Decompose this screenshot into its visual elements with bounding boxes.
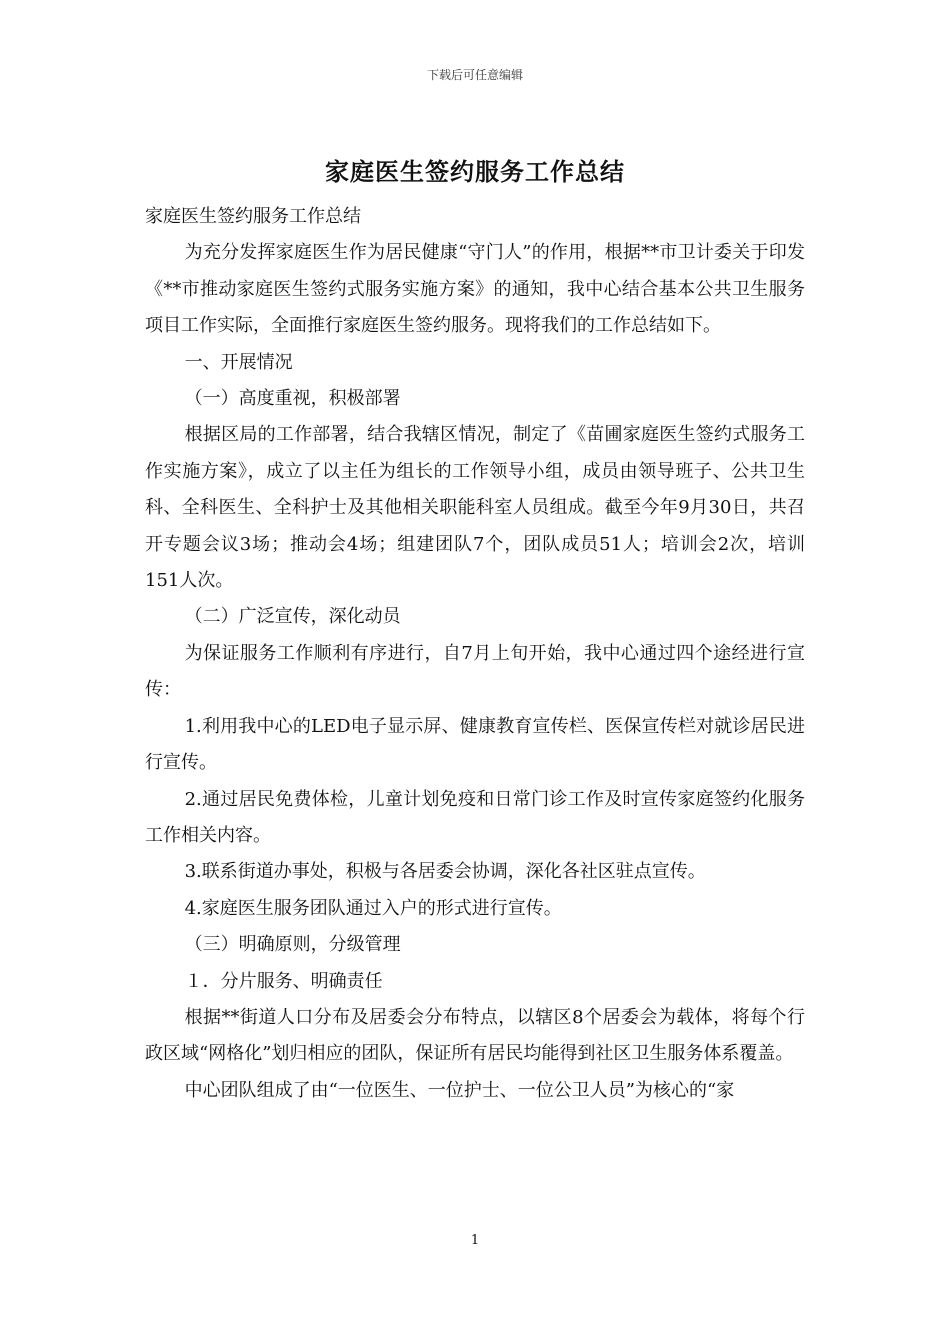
list-item: 3.联系街道办事处，积极与各居委会协调，深化各社区驻点宣传。 (184, 861, 706, 883)
header-note: 下载后可任意编辑 (426, 68, 523, 82)
body-paragraph: 中心团队组成了由“一位医生、一位护士、一位公卫人员”为核心的“家 (184, 1079, 735, 1101)
list-item: 4.家庭医生服务团队通过入户的形式进行宣传。 (184, 897, 562, 919)
page-number: 1 (470, 1233, 480, 1248)
body-paragraph: 为保证服务工作顺利有序进行，自7月上旬开始，我中心通过四个途经进行宣传： (145, 642, 805, 701)
list-item: 1.利用我中心的LED电子显示屏、健康教育宣传栏、医保宣传栏对就诊居民进行宣传。 (145, 715, 805, 774)
subsection-heading-3: （三）明确原则，分级管理 (184, 934, 401, 956)
document-body (145, 199, 805, 1109)
body-paragraph: 根据**街道人口分布及居委会分布特点，以辖区8个居委会为载体，将每个行政区域“网格化”划归相应的团队，保证所有居民均能得到社区卫生服务体系覆盖。 (145, 1006, 805, 1065)
intro-paragraph: 为充分发挥家庭医生作为居民健康“守门人”的作用，根据**市卫计委关于印发《**市推动家庭医生签约式服务实施方案》的通知，我中心结合基本公共卫生服务项目工作实际，全面推行家庭医生签约服务。现将我们的工作总结如下。 (145, 242, 805, 337)
list-item: 2.通过居民免费体检，儿童计划免疫和日常门诊工作及时宣传家庭签约化服务工作相关内容。 (145, 788, 805, 846)
numbered-heading: １．分片服务、明确责任 (184, 970, 383, 992)
body-paragraph: 根据区局的工作部署，结合我辖区情况，制定了《苗圃家庭医生签约式服务工作实施方案》，成立了以主任为组长的工作领导小组，成员由领导班子、公共卫生科、全科医生、全科护士及其他相关职能科室人员组成。截至今年9月30日，共召开专题会议3场；推动会4场；组建团队7个，团队成员51人；培训会2次，培训151人次。 (145, 424, 805, 592)
subsection-heading-2: （二）广泛宣传，深化动员 (184, 606, 401, 628)
subsection-heading-1: （一）高度重视，积极部署 (184, 388, 401, 410)
document-title: 家庭医生签约服务工作总结 (325, 157, 625, 186)
subtitle-paragraph: 家庭医生签约服务工作总结 (145, 206, 361, 227)
section-heading: 一、开展情况 (184, 351, 293, 373)
